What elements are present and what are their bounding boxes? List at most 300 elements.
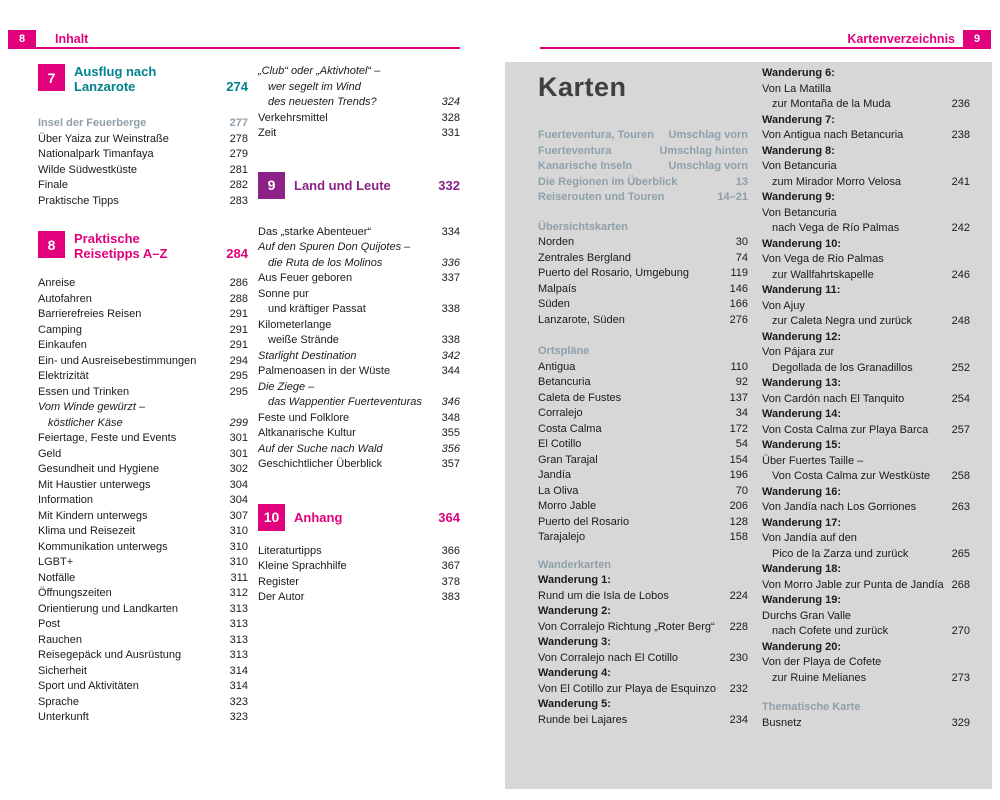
- toc-entry-label: Rund um die Isla de Lobos: [538, 589, 669, 602]
- chapter-title-line: Ausflug nach: [74, 64, 157, 79]
- section-header: [762, 700, 970, 716]
- page-number: 286: [229, 277, 248, 289]
- section-header-page: Umschlag vorn: [668, 160, 748, 172]
- page-number: 334: [441, 225, 460, 238]
- spacer: [38, 209, 248, 231]
- toc-entry-label: Rauchen: [38, 633, 83, 646]
- toc-entry-label: Reisegepäck und Ausrüstung: [38, 649, 182, 661]
- toc-entry-label: Orientierung und Landkarten: [38, 602, 179, 615]
- toc-entry: [38, 710, 248, 726]
- toc-entry: [38, 524, 248, 540]
- walk-title-label: Wanderung 1:: [538, 574, 611, 586]
- toc-entry-label: Degollada de los Granadillos: [772, 361, 913, 374]
- section-header-label: Die Regionen im Überblick: [538, 175, 678, 188]
- chapter-title-line: Praktische: [74, 231, 140, 246]
- walk-title-label: Wanderung 17:: [762, 516, 842, 529]
- toc-entry-label: Einkaufen: [38, 339, 87, 351]
- toc-entry: [762, 500, 970, 516]
- page-number: 238: [951, 129, 970, 141]
- toc-entry: [538, 515, 748, 531]
- page-number: 284: [226, 246, 248, 261]
- page-number: 279: [229, 148, 248, 160]
- toc-entry-label: Kilometerlange: [258, 318, 332, 331]
- spacer: [538, 546, 748, 558]
- toc-entry-label: das Wappentier Fuerteventuras: [268, 396, 422, 408]
- page-number: 283: [229, 194, 248, 207]
- toc-entry: [38, 695, 248, 711]
- page-number: 128: [729, 515, 748, 528]
- toc-entry: [38, 540, 248, 556]
- page-number: 257: [951, 423, 970, 436]
- toc-entry: [38, 416, 248, 432]
- toc-entry-label: Elektrizität: [38, 370, 89, 382]
- section-header-page: 13: [735, 175, 748, 188]
- toc-entry: [762, 314, 970, 330]
- toc-entry: [258, 318, 460, 334]
- page-number: 270: [951, 625, 970, 637]
- page-number: 248: [951, 315, 970, 327]
- toc-entry-label: Unterkunft: [38, 711, 89, 723]
- toc-entry: [538, 251, 748, 267]
- page-number: 331: [441, 127, 460, 139]
- toc-entry: [538, 360, 748, 376]
- toc-entry-label: Zentrales Bergland: [538, 251, 631, 264]
- toc-entry: [258, 544, 460, 560]
- toc-entry: [538, 422, 748, 438]
- toc-entry-label: Norden: [538, 236, 575, 248]
- section-header: [538, 128, 748, 144]
- page-number: 137: [729, 391, 748, 404]
- page-number: 313: [229, 602, 248, 615]
- toc-entry-label: Von der Playa de Cofete: [762, 656, 882, 668]
- toc-entry-label: Altkanarische Kultur: [258, 427, 356, 439]
- toc-entry-label: Nationalpark Timanfaya: [38, 148, 154, 160]
- section-header-label: Übersichtskarten: [538, 220, 628, 233]
- page-number: 224: [729, 589, 748, 602]
- toc-entry: [258, 411, 460, 427]
- page-number: 242: [951, 222, 970, 234]
- toc-entry-label: Sicherheit: [38, 664, 87, 677]
- section-header-label: Insel der Feuerberge: [38, 117, 147, 129]
- toc-entry: [38, 163, 248, 179]
- toc-entry: [538, 391, 748, 407]
- toc-entry: [258, 256, 460, 272]
- toc-entry-label: Camping: [38, 323, 83, 336]
- toc-entry-label: Von Corralejo Richtung „Roter Berg“: [538, 620, 715, 633]
- walk-title: [762, 562, 970, 578]
- page-number: 342: [441, 349, 460, 362]
- page-number: 299: [229, 416, 248, 429]
- page-number: 254: [951, 392, 970, 405]
- maps-column-1: [538, 72, 748, 728]
- toc-entry: [258, 590, 460, 606]
- walk-title: [762, 190, 970, 206]
- toc-entry-label: Verkehrsmittel: [258, 111, 328, 124]
- toc-entry-label: Costa Calma: [538, 422, 602, 435]
- chapter-heading: [258, 172, 460, 199]
- toc-entry-label: Lanzarote, Süden: [538, 313, 625, 326]
- toc-entry: [38, 493, 248, 509]
- toc-entry-label: nach Vega de Río Palmas: [772, 222, 900, 234]
- toc-entry-label: des neuesten Trends?: [268, 96, 377, 108]
- page-number: 241: [951, 175, 970, 188]
- toc-entry-label: Puerto del Rosario, Umgebung: [538, 267, 690, 279]
- toc-entry-label: Die Ziege –: [258, 380, 315, 393]
- chapter-title-line: Lanzarote: [74, 79, 136, 94]
- toc-entry-label: Auf der Suche nach Wald: [258, 442, 383, 455]
- maps-column-2: [762, 66, 970, 731]
- toc-entry-label: Kleine Sprachhilfe: [258, 560, 347, 572]
- toc-entry: [762, 454, 970, 470]
- maps-title: Karten: [538, 72, 627, 102]
- section-header-label: Fuerteventura: [538, 144, 612, 157]
- toc-entry: [762, 361, 970, 377]
- toc-entry: [762, 423, 970, 439]
- toc-entry-label: Register: [258, 575, 299, 588]
- walk-title: [762, 376, 970, 392]
- toc-entry: [762, 128, 970, 144]
- toc-entry-label: Öffnungszeiten: [38, 587, 112, 599]
- chapter-title-line: Reisetipps A–Z: [74, 246, 168, 261]
- page-number: 70: [735, 484, 748, 497]
- toc-entry: [38, 679, 248, 695]
- toc-entry-label: Gran Tarajal: [538, 453, 598, 466]
- toc-entry: [762, 531, 970, 547]
- chapter-title: [285, 178, 438, 193]
- toc-entry: [38, 447, 248, 463]
- page-number: 337: [441, 272, 460, 284]
- toc-entry-label: zur Ruine Melianes: [772, 671, 867, 684]
- toc-entry: [762, 252, 970, 268]
- page-number: 313: [229, 618, 248, 630]
- toc-entry-label: Sport und Aktivitäten: [38, 680, 139, 692]
- walk-title-label: Wanderung 20:: [762, 640, 842, 653]
- toc-entry: [538, 530, 748, 546]
- section-header: [538, 190, 748, 206]
- page-number: 74: [735, 251, 748, 264]
- page-number: 344: [441, 365, 460, 377]
- page-number: 291: [229, 323, 248, 336]
- page-number: 328: [441, 111, 460, 124]
- toc-entry-label: Runde bei Lajares: [538, 713, 628, 726]
- toc-entry-label: Von Jandía nach Los Gorriones: [762, 501, 917, 513]
- toc-entry: [258, 80, 460, 96]
- page-number: 258: [951, 470, 970, 482]
- toc-entry: [258, 240, 460, 256]
- page-number: 291: [229, 339, 248, 351]
- spacer: [38, 94, 248, 116]
- page-number: 312: [229, 587, 248, 599]
- toc-entry: [538, 682, 748, 698]
- toc-entry-label: Von Cardón nach El Tanquito: [762, 392, 905, 405]
- toc-entry-label: Literaturtipps: [258, 544, 322, 557]
- toc-entry-label: Feste und Folklore: [258, 411, 350, 424]
- chapter-title: [65, 231, 226, 261]
- toc-entry-label: Von Morro Jable zur Punta de Jandía: [762, 578, 944, 591]
- toc-entry-label: Caleta de Fustes: [538, 391, 622, 404]
- walk-title-label: Wanderung 3:: [538, 636, 611, 648]
- page-number: 313: [229, 649, 248, 661]
- page-number: 234: [729, 713, 748, 726]
- walk-title: [762, 438, 970, 454]
- page-number: 366: [441, 544, 460, 557]
- page-number-box-left: 8: [8, 30, 36, 48]
- page-number-box-right: 9: [963, 30, 991, 48]
- page-number: 276: [729, 313, 748, 326]
- toc-entry: [38, 276, 248, 292]
- toc-entry: [258, 575, 460, 591]
- toc-entry: [538, 297, 748, 313]
- toc-entry-label: Der Autor: [258, 591, 305, 603]
- toc-entry: [538, 620, 748, 636]
- toc-entry: [38, 307, 248, 323]
- toc-entry-label: Jandía: [538, 469, 572, 481]
- toc-entry-label: Von Vega de Rio Palmas: [762, 253, 884, 265]
- page-number: 314: [229, 680, 248, 692]
- walk-title-label: Wanderung 6:: [762, 67, 835, 79]
- toc-entry: [38, 602, 248, 618]
- toc-entry-label: Tarajalejo: [538, 531, 586, 543]
- walk-title-label: Wanderung 9:: [762, 191, 835, 203]
- page-number: 252: [951, 361, 970, 374]
- toc-entry: [258, 111, 460, 127]
- walk-title: [538, 635, 748, 651]
- chapter-number-box: 7: [38, 64, 65, 91]
- toc-entry-label: Auf den Spuren Don Quijotes –: [258, 241, 411, 253]
- page-number: 172: [729, 422, 748, 435]
- spacer: [538, 328, 748, 344]
- toc-entry: [258, 349, 460, 365]
- chapter-number-box: 10: [258, 504, 285, 531]
- page-number: 338: [441, 334, 460, 346]
- toc-entry: [258, 95, 460, 111]
- toc-entry: [38, 586, 248, 602]
- page-number: 314: [229, 664, 248, 677]
- toc-entry-label: Geschichtlicher Überblick: [258, 458, 383, 470]
- page-number: 34: [735, 407, 748, 419]
- toc-entry-label: Sprache: [38, 695, 79, 708]
- toc-entry: [762, 206, 970, 222]
- toc-entry: [38, 323, 248, 339]
- toc-entry: [38, 369, 248, 385]
- section-header: [538, 220, 748, 236]
- section-header-page: Umschlag vorn: [668, 129, 748, 141]
- walk-title-label: Wanderung 2:: [538, 605, 611, 617]
- chapter-title: [285, 510, 438, 525]
- spacer: [258, 531, 460, 544]
- toc-entry-label: Pico de la Zarza und zurück: [772, 547, 909, 560]
- page-number: 332: [438, 177, 460, 193]
- toc-entry-label: Von Costa Calma zur Westküste: [772, 470, 931, 482]
- section-header: [538, 344, 748, 360]
- section-header-label: Ortspläne: [538, 345, 590, 357]
- left-header-rule: [8, 47, 460, 49]
- page-number: 158: [729, 531, 748, 543]
- section-header-page: Umschlag hinten: [659, 144, 748, 157]
- toc-entry-label: Klima und Reisezeit: [38, 525, 136, 537]
- toc-entry: [38, 132, 248, 148]
- toc-entry: [762, 82, 970, 98]
- toc-entry: [762, 175, 970, 191]
- walk-title-label: Wanderung 10:: [762, 237, 842, 250]
- toc-entry-label: Busnetz: [762, 716, 802, 729]
- walk-title-label: Wanderung 7:: [762, 113, 835, 126]
- section-header-page: 277: [229, 117, 248, 129]
- toc-entry-label: Starlight Destination: [258, 349, 357, 362]
- page-number: 295: [229, 385, 248, 398]
- page-number: 110: [730, 360, 748, 373]
- toc-entry-label: Kommunikation unterwegs: [38, 540, 168, 553]
- toc-entry-label: Sonne pur: [258, 287, 309, 300]
- toc-entry-label: El Cotillo: [538, 438, 582, 450]
- walk-title: [762, 237, 970, 253]
- page-number: 311: [230, 571, 248, 584]
- toc-entry: [538, 589, 748, 605]
- page-number: 281: [229, 163, 248, 176]
- toc-entry: [762, 221, 970, 237]
- spacer: [538, 206, 748, 220]
- toc-entry-label: Barrierefreies Reisen: [38, 308, 142, 320]
- page-number: 310: [229, 556, 248, 568]
- walk-title-label: Wanderung 5:: [538, 698, 611, 710]
- toc-entry-label: Durchs Gran Valle: [762, 609, 852, 622]
- spacer: [38, 261, 248, 276]
- toc-entry-label: La Oliva: [538, 484, 579, 497]
- toc-entry-label: Betancuria: [538, 376, 591, 388]
- chapter-heading: [38, 64, 248, 94]
- page-number: 295: [229, 370, 248, 382]
- walk-title-label: Wanderung 13:: [762, 377, 842, 389]
- toc-column-2: [258, 64, 460, 606]
- toc-entry: [762, 716, 970, 732]
- toc-entry-label: Anreise: [38, 277, 76, 289]
- spacer: [258, 473, 460, 504]
- toc-entry: [538, 484, 748, 500]
- toc-entry-label: Von La Matilla: [762, 82, 832, 95]
- page-number: 307: [229, 509, 248, 522]
- toc-entry: [258, 271, 460, 287]
- toc-entry-label: Süden: [538, 298, 570, 310]
- spacer: [762, 686, 970, 700]
- toc-entry-label: Gesundheit und Hygiene: [38, 463, 160, 475]
- section-header-label: Thematische Karte: [762, 701, 861, 713]
- page-number: 119: [730, 267, 748, 279]
- page-number: 54: [735, 438, 748, 450]
- toc-entry: [38, 194, 248, 210]
- toc-entry: [38, 431, 248, 447]
- page-number: 294: [229, 354, 248, 367]
- toc-entry: [538, 499, 748, 515]
- walk-title: [762, 330, 970, 346]
- page-number: 310: [229, 540, 248, 553]
- toc-entry: [538, 437, 748, 453]
- toc-entry: [762, 655, 970, 671]
- walk-title-label: Wanderung 16:: [762, 485, 842, 498]
- toc-entry: [38, 400, 248, 416]
- toc-entry-label: Mit Haustier unterwegs: [38, 478, 151, 491]
- left-page-header: Inhalt: [55, 32, 89, 46]
- page-number: 338: [441, 303, 460, 315]
- walk-title-label: Wanderung 18:: [762, 563, 842, 575]
- toc-entry: [38, 462, 248, 478]
- toc-entry-label: Autofahren: [38, 292, 92, 305]
- toc-entry-label: Von Antigua nach Betancuria: [762, 129, 904, 141]
- page-number: 367: [441, 560, 460, 572]
- toc-entry: [538, 468, 748, 484]
- toc-entry-label: Corralejo: [538, 407, 583, 419]
- toc-entry-label: Von Ajuy: [762, 299, 805, 312]
- toc-entry: [762, 97, 970, 113]
- toc-entry: [538, 313, 748, 329]
- toc-entry: [762, 159, 970, 175]
- chapter-title-line: Anhang: [294, 509, 343, 525]
- page-number: 301: [229, 447, 248, 460]
- page-number: 278: [229, 132, 248, 145]
- toc-entry-label: Essen und Trinken: [38, 385, 130, 398]
- page-number: 196: [729, 469, 748, 481]
- page-number: 236: [951, 98, 970, 110]
- chapter-heading: [38, 231, 248, 261]
- toc-entry-label: Über Fuertes Taille –: [762, 454, 864, 467]
- page-number: 263: [951, 501, 970, 513]
- walk-title: [762, 144, 970, 160]
- toc-entry-label: Mit Kindern unterwegs: [38, 509, 148, 522]
- walk-title-label: Wanderung 15:: [762, 439, 842, 451]
- chapter-number-box: 8: [38, 231, 65, 258]
- toc-entry: [38, 178, 248, 194]
- page-number: 273: [951, 671, 970, 684]
- toc-entry: [258, 395, 460, 411]
- walk-title: [762, 593, 970, 609]
- toc-entry-label: Malpaís: [538, 282, 577, 295]
- toc-entry-label: Über Yaiza zur Weinstraße: [38, 132, 169, 145]
- toc-entry: [38, 617, 248, 633]
- toc-entry: [38, 648, 248, 664]
- page-number: 323: [229, 695, 248, 708]
- page-number: 30: [735, 236, 748, 248]
- toc-entry-label: köstlicher Käse: [48, 416, 123, 429]
- toc-entry-label: zum Mirador Morro Velosa: [772, 175, 901, 188]
- toc-entry: [762, 392, 970, 408]
- page-number: 92: [735, 376, 748, 388]
- toc-entry-label: Notfälle: [38, 571, 76, 584]
- page-number: 206: [729, 500, 748, 512]
- toc-entry: [762, 609, 970, 625]
- section-header: [538, 175, 748, 191]
- toc-entry-label: weiße Strände: [268, 334, 339, 346]
- spacer: [258, 142, 460, 172]
- toc-entry-label: Palmenoasen in der Wüste: [258, 365, 391, 377]
- walk-title-label: Wanderung 19:: [762, 594, 842, 606]
- page-number: 288: [229, 292, 248, 305]
- toc-entry-label: Finale: [38, 179, 68, 191]
- toc-entry-label: Vom Winde gewürzt –: [38, 401, 146, 413]
- chapter-number-box: 9: [258, 172, 285, 199]
- toc-entry-label: zur Caleta Negra und zurück: [772, 315, 913, 327]
- page-number: 154: [729, 453, 748, 466]
- chapter-title-line: Land und Leute: [294, 177, 391, 193]
- toc-entry: [538, 713, 748, 729]
- toc-entry: [538, 453, 748, 469]
- toc-entry: [762, 578, 970, 594]
- toc-entry-label: die Ruta de los Molinos: [268, 256, 383, 269]
- toc-entry-label: Ein- und Ausreisebestimmungen: [38, 354, 197, 367]
- toc-entry: [38, 478, 248, 494]
- toc-column-1: [38, 64, 248, 726]
- walk-title: [762, 407, 970, 423]
- chapter-title: [65, 64, 226, 94]
- toc-entry: [762, 268, 970, 284]
